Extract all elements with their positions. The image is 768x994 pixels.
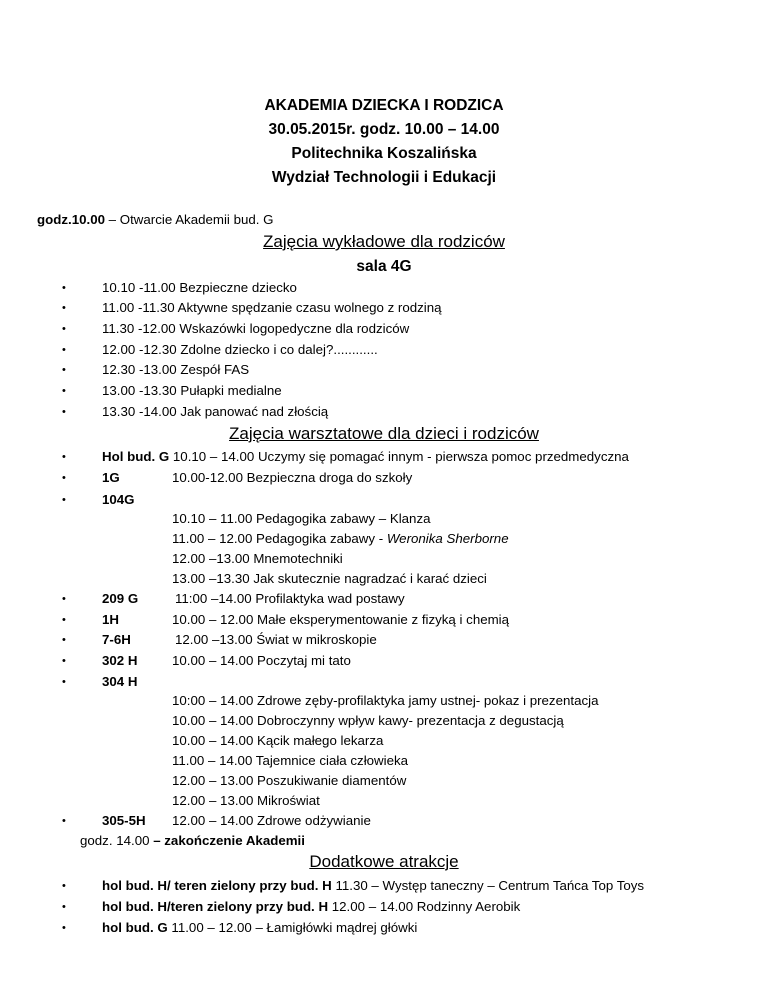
- room-label: 7-6H: [102, 632, 131, 647]
- bullet: •: [62, 406, 66, 418]
- lectures-heading: Zajęcia wykładowe dla rodziców: [263, 232, 505, 251]
- room-label: 104G: [102, 492, 135, 507]
- workshops-heading: Zajęcia warsztatowe dla dzieci i rodziców: [229, 424, 539, 443]
- bullet: •: [62, 302, 66, 314]
- workshop-item: 11:00 –14.00 Profilaktyka wad postawy: [175, 591, 405, 606]
- workshop-item: 10.00-12.00 Bezpieczna droga do szkoły: [172, 470, 413, 485]
- opening-time: godz.10.00: [37, 212, 105, 227]
- bullet: •: [62, 593, 66, 605]
- workshop-hol-g: Hol bud. G 10.10 – 14.00 Uczymy się pomagać innym - pierwsza pomoc przedmedyczna: [102, 449, 629, 464]
- bullet: •: [62, 451, 66, 463]
- lectures-room: sala 4G: [356, 258, 412, 275]
- lecture-item: 13.30 -14.00 Jak panować nad złością: [102, 404, 329, 419]
- room-label: 209 G: [102, 591, 139, 606]
- bullet: •: [62, 880, 66, 892]
- lecture-item: 13.00 -13.30 Pułapki medialne: [102, 383, 282, 398]
- bullet: •: [62, 655, 66, 667]
- room-label: 1G: [102, 470, 120, 485]
- bullet: •: [62, 494, 66, 506]
- workshop-item: 11.00 – 14.00 Tajemnice ciała człowieka: [172, 753, 409, 768]
- event-title: AKADEMIA DZIECKA I RODZICA: [264, 97, 504, 114]
- event-date: 30.05.2015r. godz. 10.00 – 14.00: [268, 121, 500, 138]
- workshop-item: 12.00 – 14.00 Zdrowe odżywianie: [172, 813, 371, 828]
- event-institution: Politechnika Koszalińska: [291, 145, 477, 162]
- room-label: 302 H: [102, 653, 138, 668]
- workshop-item: 10.00 – 14.00 Poczytaj mi tato: [172, 653, 351, 668]
- workshop-item: 10.10 – 11.00 Pedagogika zabawy – Klanza: [172, 511, 431, 526]
- bullet: •: [62, 344, 66, 356]
- opening-line: [37, 212, 274, 227]
- event-faculty: Wydział Technologii i Edukacji: [271, 169, 497, 186]
- lecture-item: 11.00 -11.30 Aktywne spędzanie czasu wolnego z rodziną: [102, 300, 442, 315]
- extra-item: hol bud. H/teren zielony przy bud. H 12.00 – 14.00 Rodzinny Aerobik: [102, 899, 521, 914]
- extra-item: hol bud. G 11.00 – 12.00 – Łamigłówki mądrej główki: [102, 920, 418, 935]
- bullet: •: [62, 922, 66, 934]
- workshop-item: 12.00 –13.00 Mnemotechniki: [172, 551, 343, 566]
- workshop-item: 10.00 – 12.00 Małe eksperymentowanie z fizyką i chemią: [172, 612, 510, 627]
- workshop-item: 11.00 – 12.00 Pedagogika zabawy - Weronika Sherborne: [172, 531, 509, 546]
- opening-text: – Otwarcie Akademii bud. G: [104, 212, 274, 227]
- bullet: •: [62, 385, 66, 397]
- workshop-item: 13.00 –13.30 Jak skutecznie nagradzać i karać dzieci: [172, 571, 487, 586]
- workshop-item: 10:00 – 14.00 Zdrowe zęby-profilaktyka jamy ustnej- pokaz i prezentacja: [172, 693, 599, 708]
- workshop-item: 10.00 – 14.00 Kącik małego lekarza: [172, 733, 384, 748]
- workshop-item: 10.00 – 14.00 Dobroczynny wpływ kawy- prezentacja z degustacją: [172, 713, 564, 728]
- extras-heading: Dodatkowe atrakcje: [309, 852, 459, 871]
- lecture-item: 12.30 -13.00 Zespół FAS: [102, 362, 250, 377]
- lecture-item: 10.10 -11.00 Bezpieczne dziecko: [102, 280, 297, 295]
- bullet: •: [62, 472, 66, 484]
- lecture-item: 11.30 -12.00 Wskazówki logopedyczne dla rodziców: [102, 321, 410, 336]
- bullet: •: [62, 634, 66, 646]
- bullet: •: [62, 364, 66, 376]
- bullet: •: [62, 323, 66, 335]
- workshop-item: 12.00 – 13.00 Mikroświat: [172, 793, 320, 808]
- room-label: 305-5H: [102, 813, 146, 828]
- extra-item: hol bud. H/ teren zielony przy bud. H 11.30 – Występ taneczny – Centrum Tańca Top Toys: [102, 878, 645, 893]
- bullet: •: [62, 815, 66, 827]
- room-label: 1H: [102, 612, 119, 627]
- room-label: 304 H: [102, 674, 138, 689]
- bullet: •: [62, 614, 66, 626]
- workshop-item: 12.00 –13.00 Świat w mikroskopie: [175, 632, 377, 647]
- workshop-item: 12.00 – 13.00 Poszukiwanie diamentów: [172, 773, 407, 788]
- closing-line: godz. 14.00 – zakończenie Akademii: [80, 833, 305, 848]
- bullet: •: [62, 282, 66, 294]
- bullet: •: [62, 676, 66, 688]
- lecture-item: 12.00 -12.30 Zdolne dziecko i co dalej?............: [102, 342, 378, 357]
- bullet: •: [62, 901, 66, 913]
